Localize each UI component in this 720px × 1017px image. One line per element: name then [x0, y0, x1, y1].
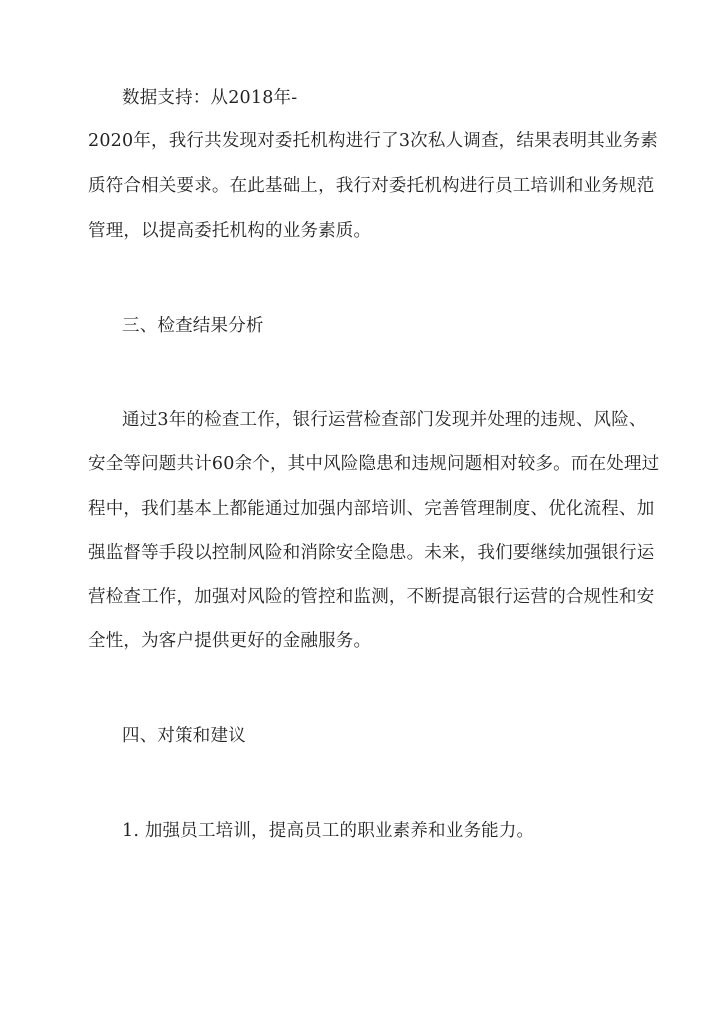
section-heading-inspection-analysis: 三、检查结果分析 — [122, 316, 264, 336]
paragraph-inspection-line-6: 全性，为客户提供更好的金融服务。 — [88, 631, 372, 651]
paragraph-data-support-line-4: 管理，以提高委托机构的业务素质。 — [88, 221, 372, 241]
paragraph-inspection-line-5: 营检查工作，加强对风险的管控和监测，不断提高银行运营的合规性和安 — [88, 587, 655, 607]
paragraph-inspection-line-1: 通过3年的检查工作，银行运营检查部门发现并处理的违规、风险、 — [122, 410, 647, 430]
section-heading-countermeasures: 四、对策和建议 — [122, 726, 246, 746]
paragraph-inspection-line-4: 强监督等手段以控制风险和消除安全隐患。未来，我们要继续加强银行运 — [88, 543, 655, 563]
paragraph-data-support-line-3: 质符合相关要求。在此基础上，我行对委托机构进行员工培训和业务规范 — [88, 176, 655, 196]
paragraph-inspection-line-2: 安全等问题共计60余个，其中风险隐患和违规问题相对较多。而在处理过 — [88, 454, 660, 474]
paragraph-data-support-line-2: 2020年，我行共发现对委托机构进行了3次私人调查，结果表明其业务素 — [88, 131, 658, 151]
list-item-staff-training: 1. 加强员工培训，提高员工的职业素养和业务能力。 — [122, 821, 535, 841]
paragraph-inspection-line-3: 程中，我们基本上都能通过加强内部培训、完善管理制度、优化流程、加 — [88, 499, 655, 519]
paragraph-data-support-line-1: 数据支持：从2018年- — [122, 88, 298, 108]
